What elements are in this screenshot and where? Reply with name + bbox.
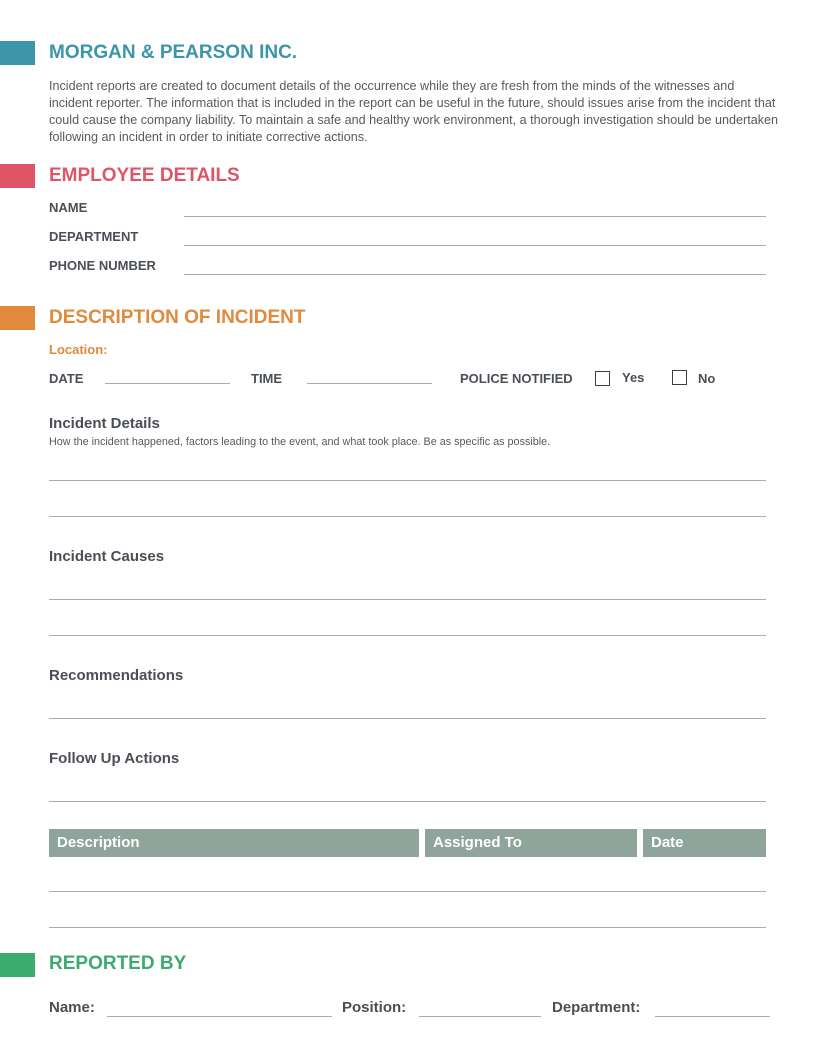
table-header-assigned-to: Assigned To xyxy=(425,829,637,857)
police-yes-label: Yes xyxy=(622,370,645,385)
reporter-department-field[interactable] xyxy=(655,1016,770,1017)
reported-color-tab xyxy=(0,953,35,977)
incident-section-title: DESCRIPTION OF INCIDENT xyxy=(49,307,306,328)
employee-name-label: NAME xyxy=(49,200,88,215)
company-color-tab xyxy=(0,41,35,65)
time-field[interactable] xyxy=(307,383,432,384)
intro-paragraph: Incident reports are created to document details of the occurrence while they are fresh from the minds of the witnesses and incident reporter. The information that is included in the report can be useful in the future, should issues arise from the incident that could cause the company liability. To maintain a safe and healthy work environment, a thorough investigation should be undertaken following an incident in order to initiate corrective actions. xyxy=(49,79,779,144)
time-label: TIME xyxy=(251,371,283,386)
police-yes-checkbox[interactable] xyxy=(595,371,610,386)
incident-details-title: Incident Details xyxy=(49,415,160,432)
incident-details-line-1[interactable] xyxy=(49,480,766,481)
reporter-name-label: Name: xyxy=(49,999,95,1016)
incident-causes-title: Incident Causes xyxy=(49,548,165,565)
recommendations-line[interactable] xyxy=(49,718,766,719)
employee-phone-field[interactable] xyxy=(184,274,766,275)
incident-causes-line-1[interactable] xyxy=(49,599,766,600)
police-notified-label: POLICE NOTIFIED xyxy=(460,371,573,386)
incident-details-note: How the incident happened, factors leading to the event, and what took place. Be as specific as possible. xyxy=(49,436,551,448)
location-label: Location: xyxy=(49,342,108,357)
follow-up-line[interactable] xyxy=(49,801,766,802)
company-name: MORGAN & PEARSON INC. xyxy=(49,42,298,63)
employee-department-label: DEPARTMENT xyxy=(49,229,139,244)
follow-up-title: Follow Up Actions xyxy=(49,750,180,767)
table-row-line-2[interactable] xyxy=(49,927,766,928)
employee-name-field[interactable] xyxy=(184,216,766,217)
police-no-label: No xyxy=(698,371,716,386)
employee-section-title: EMPLOYEE DETAILS xyxy=(49,165,240,186)
employee-department-field[interactable] xyxy=(184,245,766,246)
table-header-description: Description xyxy=(49,829,419,857)
date-field[interactable] xyxy=(105,383,230,384)
table-row-line-1[interactable] xyxy=(49,891,766,892)
date-label: DATE xyxy=(49,371,84,386)
reporter-name-field[interactable] xyxy=(107,1016,332,1017)
reported-section-title: REPORTED BY xyxy=(49,953,187,974)
reporter-position-field[interactable] xyxy=(419,1016,541,1017)
reporter-department-label: Department: xyxy=(552,999,641,1016)
incident-causes-line-2[interactable] xyxy=(49,635,766,636)
incident-color-tab xyxy=(0,306,35,330)
reporter-position-label: Position: xyxy=(342,999,407,1016)
table-header-date: Date xyxy=(643,829,766,857)
recommendations-title: Recommendations xyxy=(49,667,184,684)
employee-color-tab xyxy=(0,164,35,188)
employee-phone-label: PHONE NUMBER xyxy=(49,258,156,273)
police-no-checkbox[interactable] xyxy=(672,370,687,385)
incident-details-line-2[interactable] xyxy=(49,516,766,517)
